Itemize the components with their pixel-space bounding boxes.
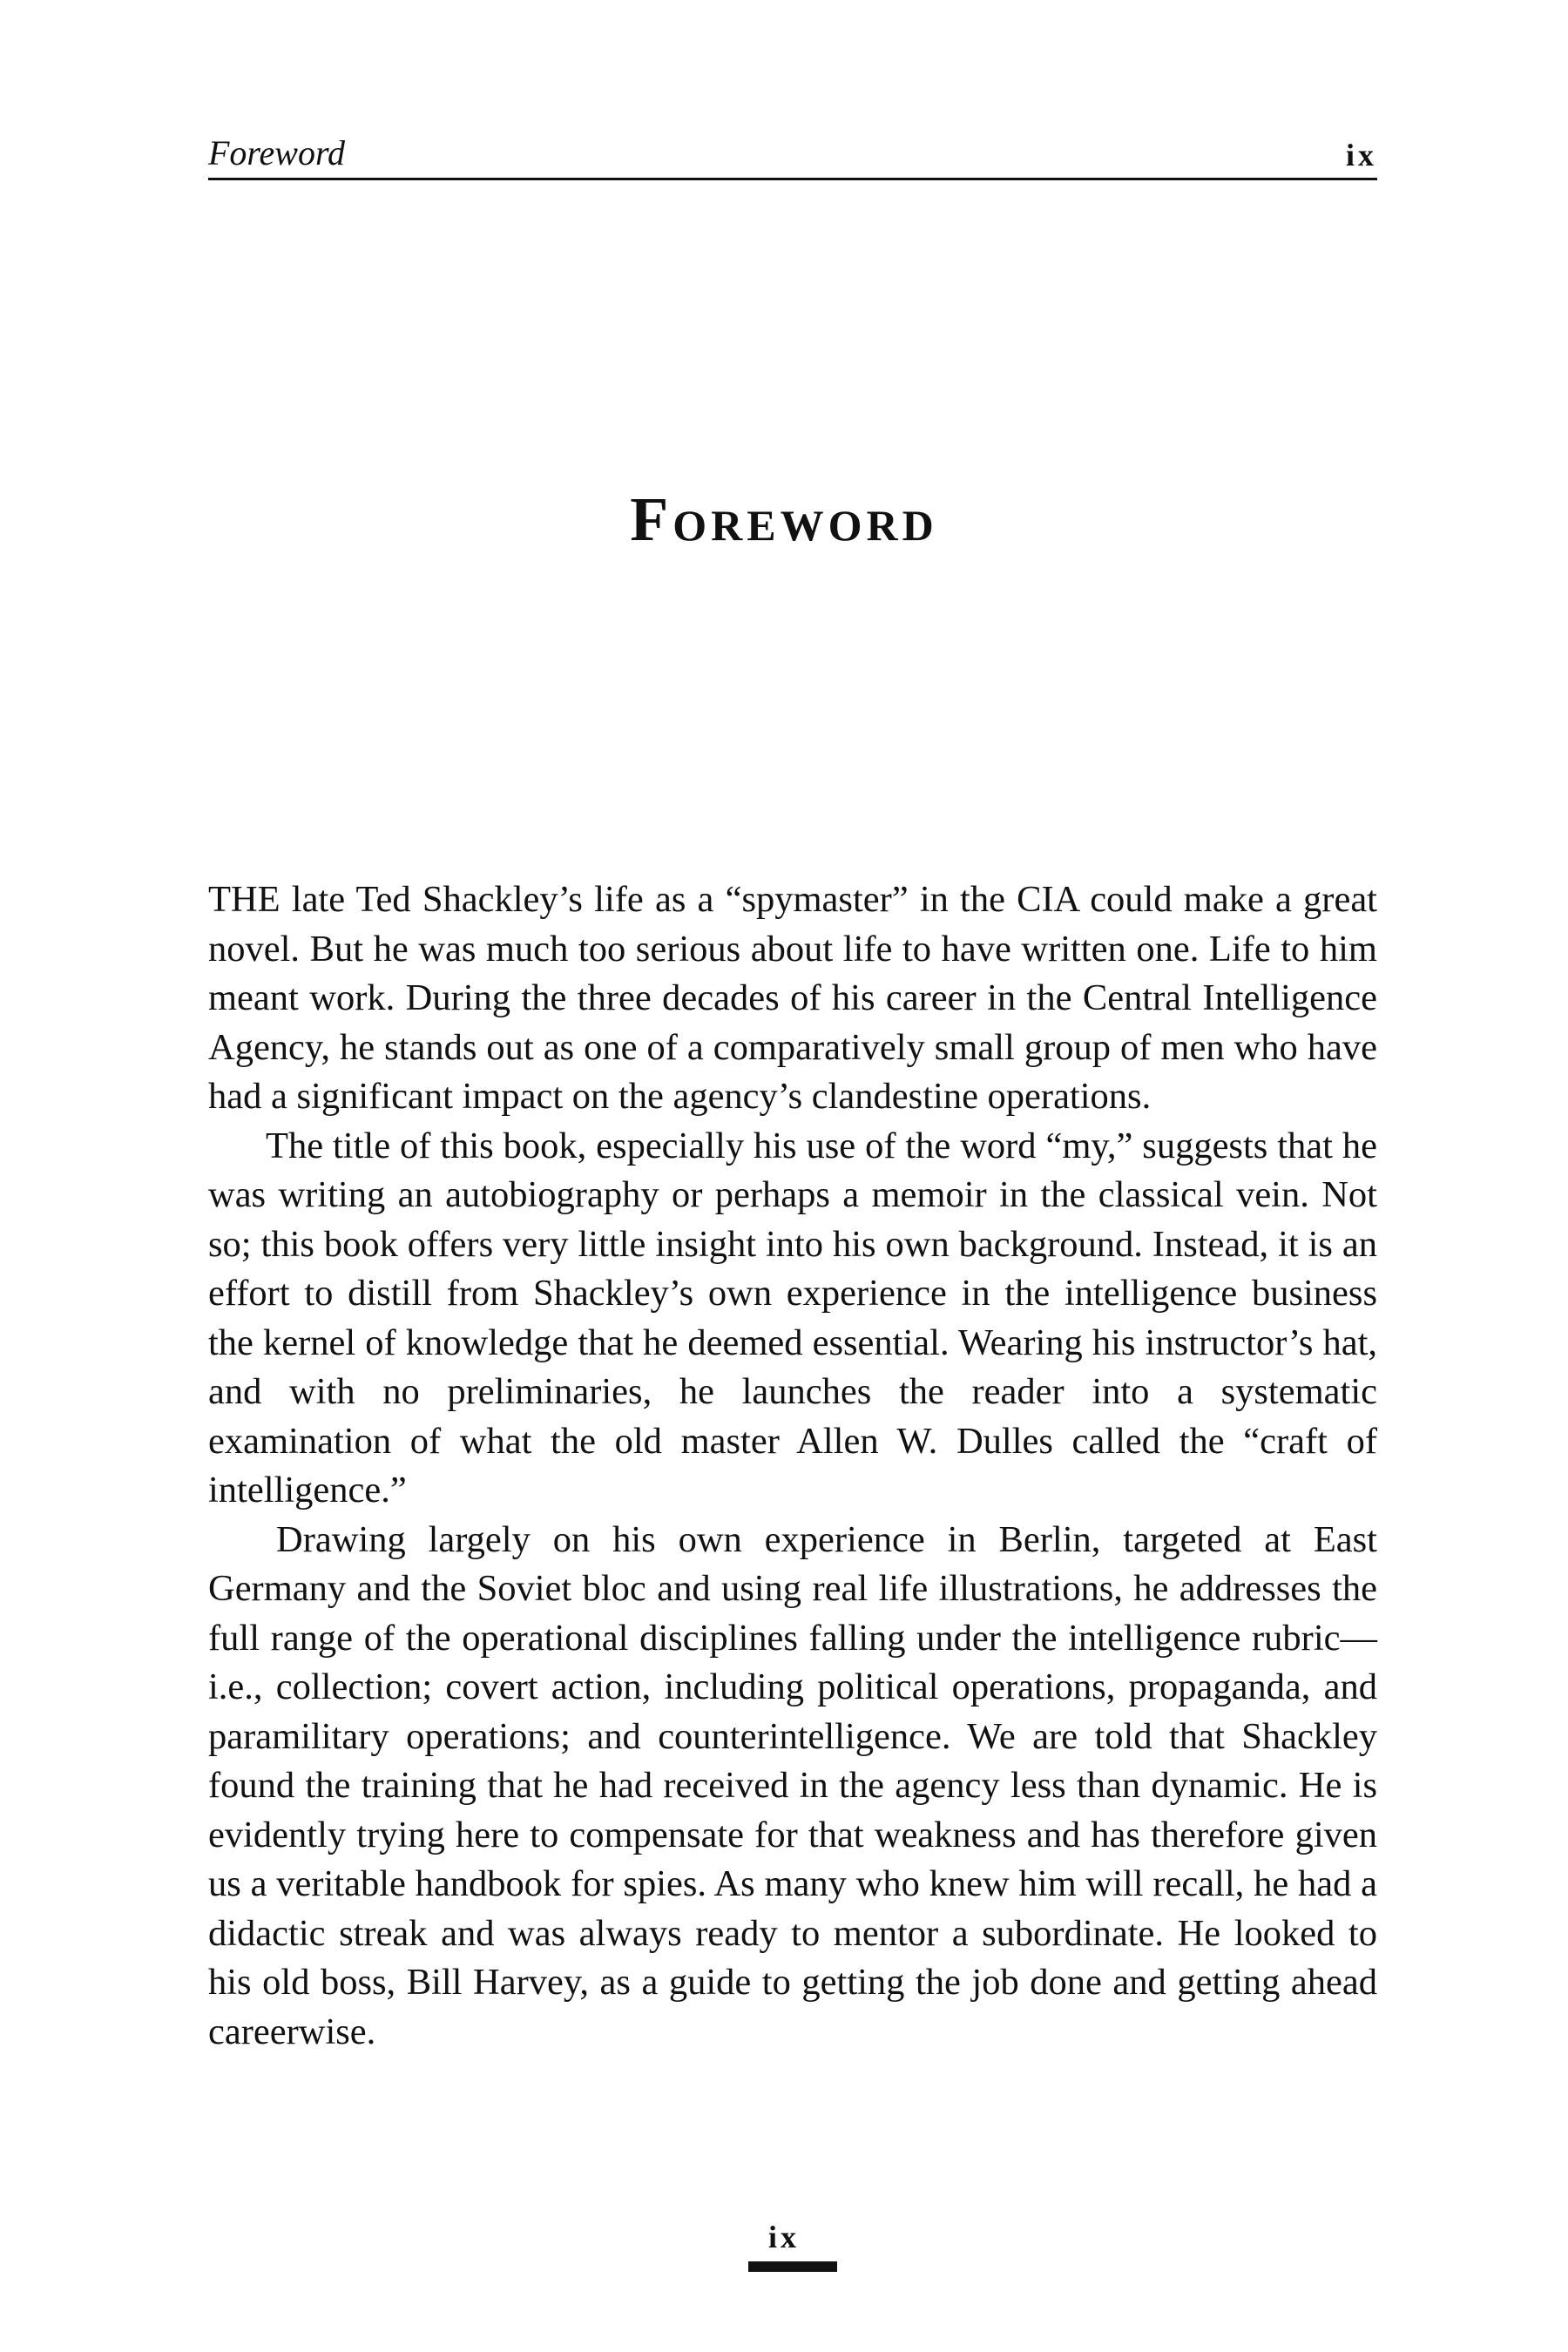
paragraph-3: Drawing largely on his own experience in Berlin, targeted at East Germany and the Soviet bloc and using real life illustrations, he addresses the full range of the operational disciplines falling under the intelligence rubric—i.e., collection; covert action, including political operations, propaganda, and paramilitary operations; and counterintelligence. We are told that Shackley found the training that he had received in the agency less than dynamic. He is evidently trying here to compensate for that weakness and has therefore given us a veritable handbook for spies. As many who knew him will recall, he had a didactic streak and was always ready to mentor a subordinate. He looked to his old boss, Bill Harvey, as a guide to getting the job done and getting ahead careerwise. <box>208 1518 1377 2052</box>
chapter-title: Foreword <box>630 484 938 554</box>
footer-rule <box>748 2261 837 2272</box>
paragraph-2: The title of this book, especially his use of the word “my,” suggests that he was writing an autobiography or perhaps a memoir in the classical vein. Not so; this book offers very little insight into his own background. Instead, it is an effort to distill from Shackley’s own experience in the intelligence business the kernel of knowledge that he deemed essential. Wearing his instructor’s hat, and with no preliminaries, he launches the reader into a systematic examination of what the old master Allen W. Dulles called the “craft of intelligence.” <box>208 1125 1377 1511</box>
paragraph-1: THE late Ted Shackley’s life as a “spymaster” in the CIA could make a great novel. But he was much too serious about life to have written one. Life to him meant work. During the three decades of his career in the Central Intelligence Agency, he stands out as one of a comparatively small group of men who have had a significant impact on the agency’s clandestine operations. <box>208 879 1377 1117</box>
body-text <box>208 875 1377 2057</box>
footer-page-number: ix <box>767 2220 800 2254</box>
running-head <box>208 129 1377 180</box>
running-head-title: Foreword <box>208 133 346 172</box>
running-head-page-number: ix <box>1345 138 1377 172</box>
